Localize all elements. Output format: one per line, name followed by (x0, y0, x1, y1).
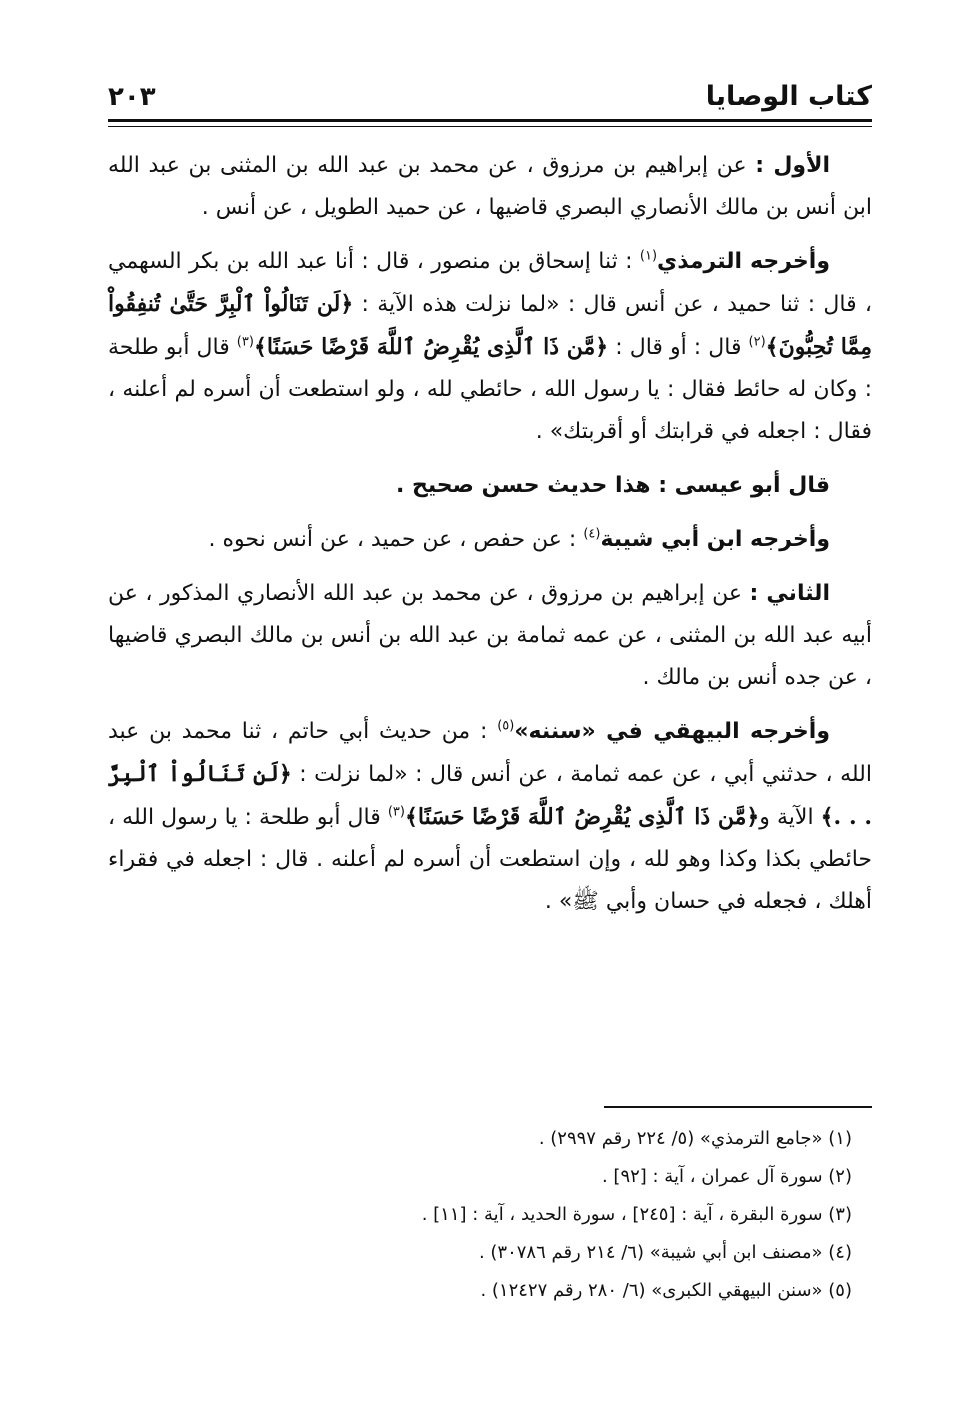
paragraph-second-chain (108, 573, 872, 699)
header-rule-thin (108, 126, 872, 127)
paragraph-tirmidhi (108, 241, 872, 453)
paragraph-text: عن إبراهيم بن مرزوق ، عن محمد بن عبد الله الأنصاري المذكور ، عن أبيه عبد الله بن المثنى ، عن عمه ثمامة بن عبد الله بن أنس بن مالك البصري قاضيها ، عن جده أنس بن مالك . (108, 581, 872, 690)
quran-verse: ﴿لَن تَنَالُواْ ٱلْبِرَّ حَتَّىٰ تُنفِقُواْ مِمَّا تُحِبُّونَ﴾ (108, 291, 872, 360)
paragraph-text: عن إبراهيم بن مرزوق ، عن محمد بن عبد الله بن المثنى بن عبد الله ابن أنس بن مالك الأنصاري البصري قاضيها ، عن حميد الطويل ، عن أنس . (108, 153, 872, 220)
paragraph-text: قال أبو طلحة : يا رسول الله ، حائطي بكذا وكذا وهو لله ، وإن استطعت أن أسره لم أعلنه . قال : اجعله في فقراء أهلك ، فجعله في حسان وأبي ﷺ» . (108, 805, 872, 914)
paragraph-lead: وأخرجه الترمذي (657, 249, 830, 274)
paragraph-text: الآية و (759, 805, 821, 830)
quran-verse: ﴿مَّن ذَا ٱلَّذِى يُقْرِضُ ٱللَّهَ قَرْضًا حَسَنًا﴾ (253, 334, 609, 360)
footnote-ref: (١) (639, 248, 658, 264)
footnote-2: (٢) سورة آل عمران ، آية : [٩٢] . (601, 1166, 852, 1187)
paragraph-lead: قال أبو عيسى : هذا حديث حسن صحيح . (395, 473, 830, 498)
page-number: ٢٠٣ (108, 82, 156, 112)
header-rule-thick (108, 119, 872, 122)
footnote-separator (604, 1106, 872, 1108)
paragraph-text: قال : أو قال : (608, 335, 749, 360)
paragraph-first-chain (108, 145, 872, 229)
footnote-ref: (٣) (387, 804, 405, 820)
paragraph-text: : عن حفص ، عن حميد ، عن أنس نحوه . (208, 527, 584, 552)
quran-verse: ﴿مَّن ذَا ٱلَّذِى يُقْرِضُ ٱللَّهَ قَرْضًا حَسَنًا﴾ (404, 804, 760, 830)
paragraph-text: : ثنا إسحاق بن منصور ، قال : أنا عبد الله بن بكر السهمي ، قال : ثنا حميد ، عن أنس قال : «لما نزلت هذه الآية : (108, 249, 872, 317)
paragraph-ibn-abi-shayba (108, 519, 872, 561)
footnote-4: (٤) «مصنف ابن أبي شيبة» (٦/ ٢١٤ رقم ٣٠٧٨٦) . (478, 1242, 852, 1263)
footnote-3: (٣) سورة البقرة ، آية : [٢٤٥] ، سورة الحديد ، آية : [١١] . (421, 1204, 852, 1225)
paragraph-bayhaqi (108, 711, 872, 923)
footnote-5: (٥) «سنن البيهقي الكبرى» (٦/ ٢٨٠ رقم ١٢٤٢٧) . (480, 1280, 852, 1301)
paragraph-abu-isa (108, 465, 872, 507)
footnote-ref: (٥) (497, 718, 515, 734)
paragraph-lead: وأخرجه البيهقي في «سننه» (514, 719, 830, 744)
paragraph-text: قال أبو طلحة : وكان له حائط فقال : يا رسول الله ، حائطي لله ، ولو استطعت أن أسره لم أعلنه ، فقال : اجعله في قرابتك أو أقربتك» . (108, 335, 872, 444)
footnotes (108, 1120, 872, 1310)
footnote-ref: (٢) (748, 334, 766, 350)
main-text (108, 145, 872, 935)
book-title: كتاب الوصايا (705, 81, 872, 112)
paragraph-lead: الثاني : (749, 581, 830, 606)
paragraph-lead: الأول : (755, 153, 830, 178)
footnote-ref: (٤) (583, 526, 601, 542)
footnote-1: (١) «جامع الترمذي» (٥/ ٢٢٤ رقم ٢٩٩٧) . (538, 1128, 852, 1149)
paragraph-lead: وأخرجه ابن أبي شيبة (600, 527, 830, 552)
page-header (108, 78, 872, 112)
paragraph-text: : من حديث أبي حاتم ، ثنا محمد بن عبد الله ، حدثني أبي ، عن عمه ثمامة ، عن أنس قال : «لما نزلت : (108, 719, 872, 787)
footnote-ref: (٣) (236, 334, 254, 350)
quran-verse: ﴿لَن تَنَالُواْ ٱلْبِرَّ . . .﴾ (108, 761, 873, 830)
